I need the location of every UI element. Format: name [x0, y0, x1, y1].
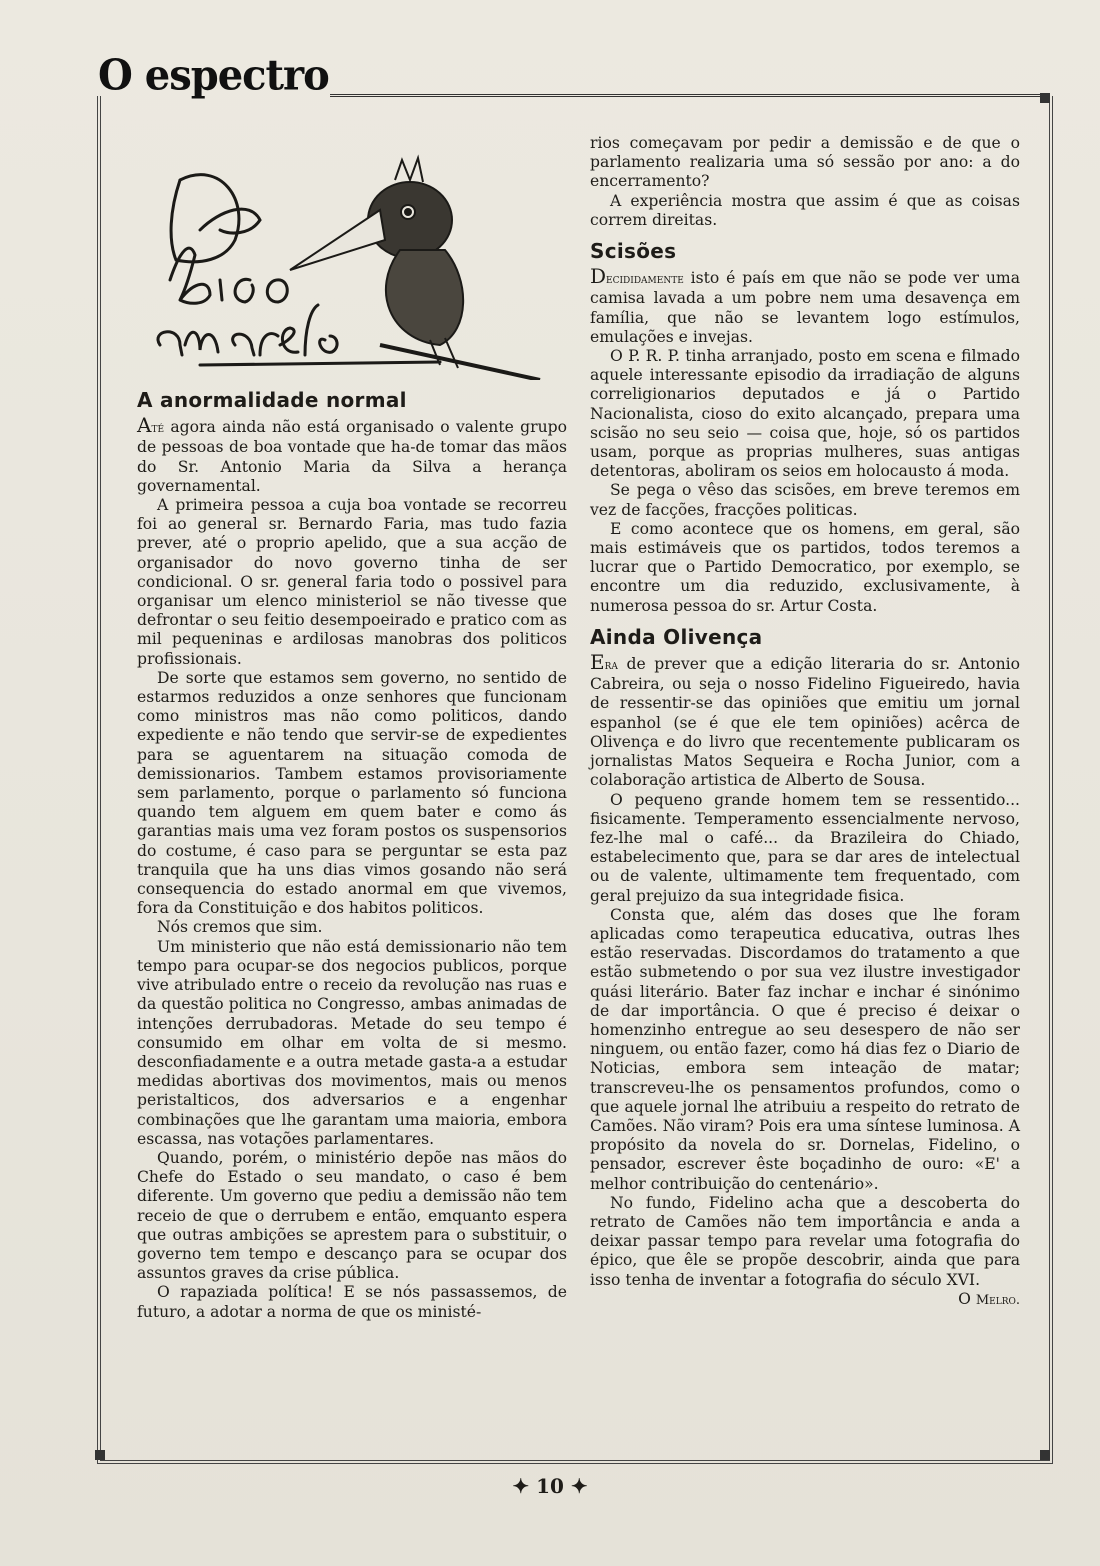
paragraph: O rapaziada política! E se nós passassemos, de futuro, a adotar a norma de que os ministé-	[137, 1283, 567, 1321]
left-column	[137, 385, 567, 1322]
column-header-illustration	[140, 140, 560, 380]
paragraph: E como acontece que os homens, em geral, são mais estimáveis que os partidos, todos teremos a lucrar que o Partido Democratico, por exemplo, se encontre um dia reduzido, exclusivamente, à numerosa pessoa do sr. Artur Costa.	[590, 519, 1020, 615]
paragraph: A experiência mostra que assim é que as coisas correm direitas.	[590, 191, 1020, 229]
paragraph: Nós cremos que sim.	[157, 918, 323, 937]
paragraph: Se pega o vêso das scisões, em breve teremos em vez de facções, fracções politicas.	[590, 481, 1020, 519]
paragraph: O P. R. P. tinha arranjado, posto em scena e filmado aquele interessante episodio da irradiação de alguns correligionarios deputados e já o Partido Nacionalista, cioso do exito alcançado, prepara uma scisão no seu seio — coisa que, hoje, só os partidos usam, porque as proprias mulheres, suas antigas detentoras, aboliram os seios em holocausto á moda.	[590, 347, 1020, 481]
section-heading: Scisões	[590, 239, 677, 264]
corner-ornament	[95, 1450, 105, 1460]
signature: O Melro.	[958, 1289, 1020, 1308]
paragraph: A primeira pessoa a cuja boa vontade se recorreu foi ao general sr. Bernardo Faria, mas tudo fazia prever, até o proprio apelido, que a sua acção de organisador do novo governo tinha de ser condicional. O sr. general faria todo o possivel para organisar um elenco ministeriol se não tivesse que defrontar o seu feitio desempoeirado e pratico com as mil pequeninas e ardilosas manobras dos politicos profissionais.	[137, 496, 567, 668]
paragraph: Era de prever que a edição literaria do sr. Antonio Cabreira, ou seja o nosso Fidelino Figueiredo, havia de ressentir-se das opiniões que emitiu um jornal espanhol (se é que ele tem opiniões) acêrca de Olivença e do livro que recentemente publicaram os jornalistas Matos Sequeira e Rocha Junior, com a colaboração artistica de Alberto de Sousa.	[590, 650, 1020, 790]
paragraph: Um ministerio que não está demissionario não tem tempo para ocupar-se dos negocios publicos, porque vive atribulado entre o receio da revolução nas ruas e da questão politica no Congresso, ambas animadas de intenções derrubadoras. Metade do seu tempo é consumido em olhar em volta de si mesmo. desconfiadamente e a outra metade gasta-a a estudar medidas abortivas dos movimentos, mais ou menos peristalticos, dos adversarios e a engenhar combinações que lhe garantam uma maioria, embora escassa, nas votações parlamentares.	[137, 937, 567, 1148]
paragraph: De sorte que estamos sem governo, no sentido de estarmos reduzidos a onze senhores que funcionam como ministros mas não como politicos, dando expediente e não tendo que servir-se de expedientes para se aguentarem na situação comoda de demissionarios. Tambem estamos provisoriamente sem parlamento, porque o parlamento só funciona quando tem alguem em quem bater e como ás garantias mais uma vez foram postos os suspensorios do costume, é caso para se perguntar se esta paz tranquila que ha uns dias vimos gosando não será consequencia do estado anormal em que vivemos, fora da Constituição e dos habitos politicos.	[137, 668, 567, 918]
paragraph: Até agora ainda não está organisado o valente grupo de pessoas de boa vontade que ha-de tomar das mãos do Sr. Antonio Maria da Silva a herança governamental.	[137, 413, 567, 495]
section-heading: A anormalidade normal	[137, 388, 407, 412]
page-number: ✦ 10 ✦	[512, 1474, 588, 1498]
paragraph: No fundo, Fidelino acha que a descoberta do retrato de Camões não tem importância e anda a deixar passar tempo para revelar uma fotografia do épico, que êle se propõe descobrir, ainda que para isso tenha de inventar a fotografia do século XVI.	[590, 1193, 1020, 1289]
right-column	[590, 134, 1020, 1310]
corner-ornament	[1040, 93, 1050, 103]
paragraph: Consta que, além das doses que lhe foram aplicadas como terapeutica educativa, outras lhes estão reservadas. Discordamos do tratamento a que estão submetendo o por sua vez ilustre investigador quási literário. Bater faz inchar e inchar é sinónimo de dar importância. O que é preciso é deixar o homenzinho entregue ao seu desespero de não ser ninguem, ou então fazer, como há dias fez o Diario de Noticias, embora sem inteação de matar; transcreveu-lhe os pensamentos profundos, como o que aquele jornal lhe atribuiu a respeito do retrato de Camões. Não viram? Pois era uma síntese luminosa. A propósito da novela do sr. Dornelas, Fidelino, o pensador, escrever êste boçadinho de ouro: «E' a melhor contribuição do centenário».	[590, 905, 1020, 1193]
paragraph: Quando, porém, o ministério depõe nas mãos do Chefe do Estado o seu mandato, o caso é bem diferente. Um governo que pediu a demissão não tem receio de que o derrubem e então, emquanto espera que outras ambições se aprestem para o substituir, o governo tem tempo e descanço para se ocupar dos assuntos graves da crise pública.	[137, 1148, 567, 1283]
masthead-logo: O espectro	[98, 50, 329, 101]
section-heading: Ainda Olivença	[590, 624, 763, 649]
paragraph: O pequeno grande homem tem se ressentido... fisicamente. Temperamento essencialmente nervoso, fez-lhe mal o café... da Brazileira do Chiado, estabelecimento que, para se dar ares de intelectual ou de valente, ultimamente tem frequentado, com geral prejuizo da sua integridade fisica.	[590, 790, 1020, 905]
paragraph: Decididamente isto é país em que não se pode ver uma camisa lavada a um pobre nem uma desavença em família, que não se levantem logo estímulos, emulações e invejas.	[590, 264, 1020, 346]
corner-ornament	[1040, 1450, 1050, 1460]
paragraph: rios começavam por pedir a demissão e de que o parlamento realizaria uma só sessão por ano: a do encerramento?	[590, 134, 1020, 191]
